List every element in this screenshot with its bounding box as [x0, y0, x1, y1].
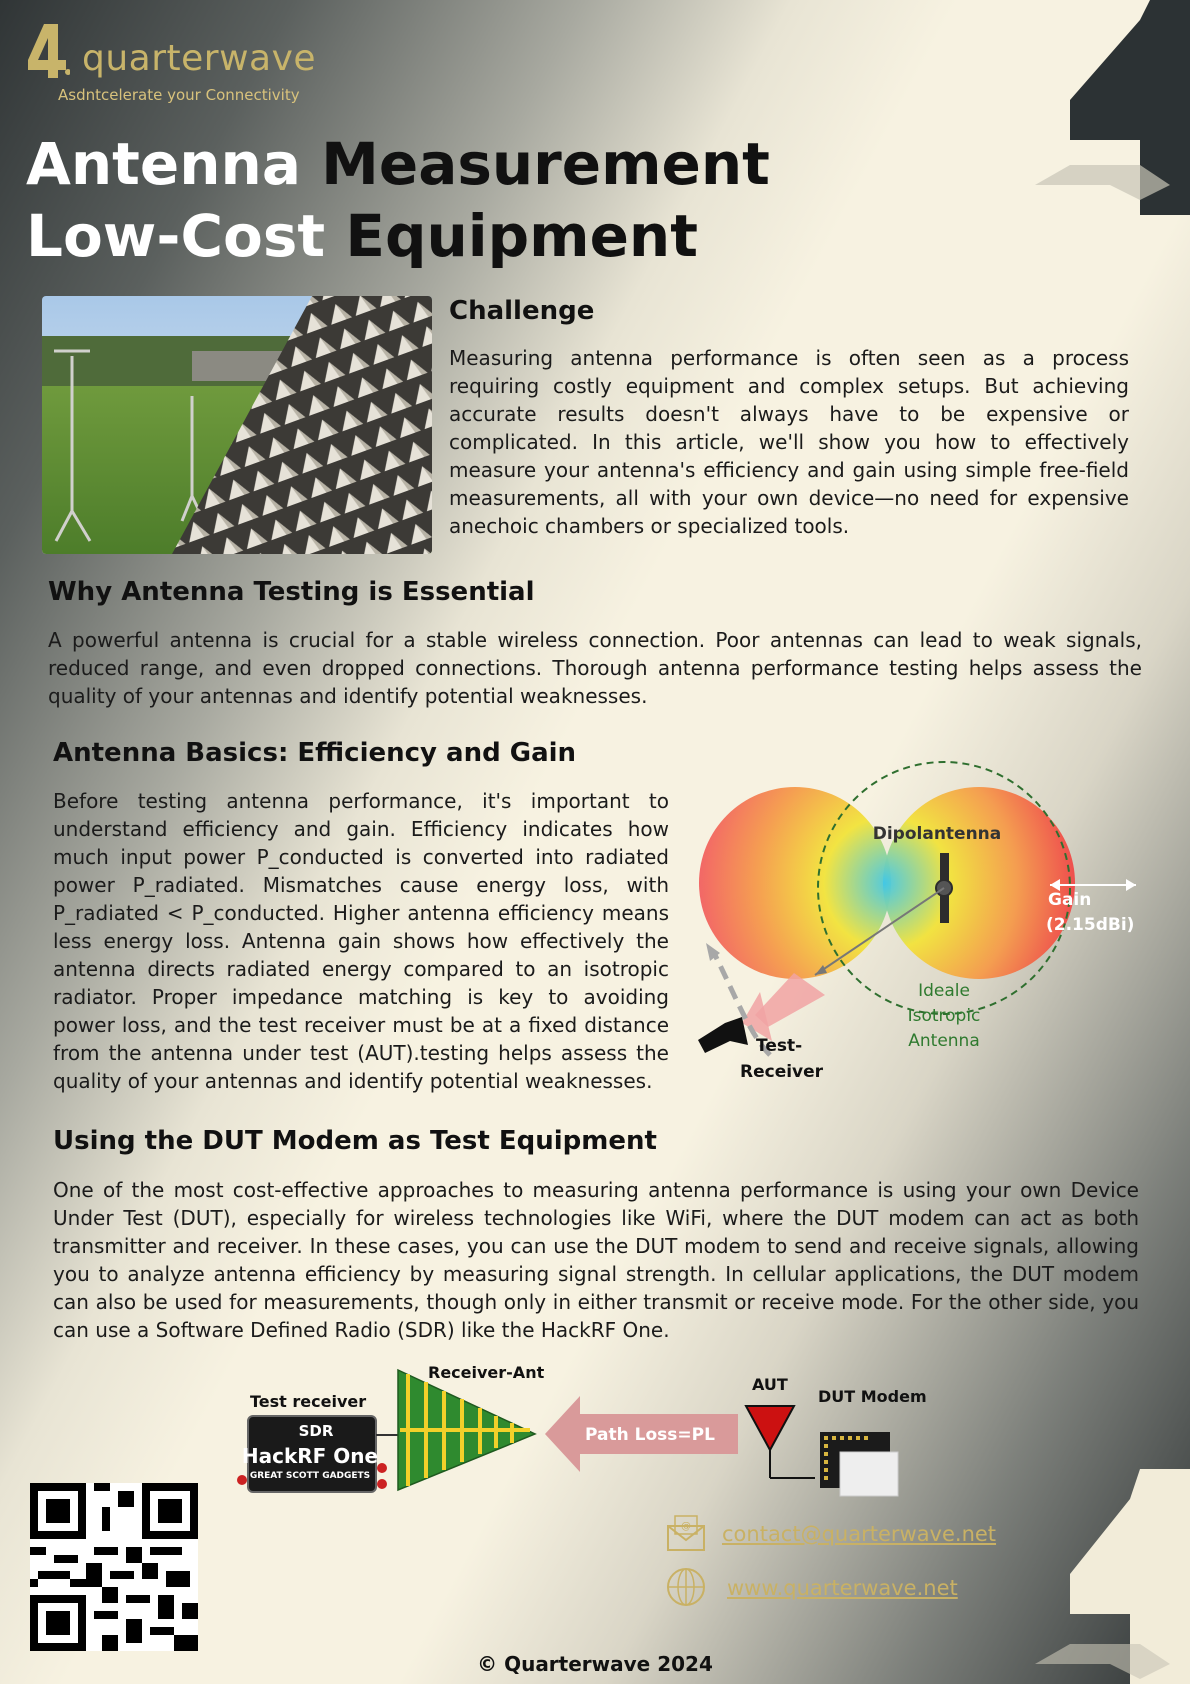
footer-copyright: © Quarterwave 2024 — [477, 1652, 713, 1676]
path-loss-label: Path Loss=PL — [585, 1425, 715, 1445]
why-text: A powerful antenna is crucial for a stable wireless connection. Poor antennas can lead to weak signals, reduced range, and even dropped connections. Thorough antenna performance testing helps assess the quality of your antennas and identify potential weaknesses. — [48, 628, 1142, 708]
test-receiver-label: Test receiver — [250, 1392, 367, 1411]
svg-text:@: @ — [681, 1521, 691, 1532]
dut-modem-label: DUT Modem — [818, 1387, 927, 1406]
basics-text: Before testing antenna performance, it's important to understand efficiency and gain. Efficiency indicates how much input power P_conducted is converted into radiated power P_radiated. Mismatches cause energy loss, with P_radiated < P_conducted. Higher antenna efficiency means less energy loss. Antenna gain shows how effectively the antenna directs radiated energy compared to an isotropic radiator. Proper impedance matching is key to avoiding power loss, and the test receiver must be at a fixed distance from the antenna under test (AUT).testing helps assess the quality of your antennas and identify potential weaknesses. — [53, 789, 669, 1093]
receiver-ant-label: Receiver-Ant — [428, 1363, 545, 1382]
isotropic-label-3: Antenna — [908, 1031, 980, 1051]
brand-logo[interactable] — [26, 22, 326, 82]
envelope-icon — [665, 1512, 707, 1554]
measurement-setup-diagram — [230, 1360, 950, 1520]
logo-wordmark: quarterwave — [82, 38, 317, 79]
why-heading: Why Antenna Testing is Essential — [48, 577, 535, 607]
receiver-label-2: Receiver — [740, 1062, 824, 1082]
dipole-radiation-diagram — [690, 755, 1150, 1085]
email-link[interactable]: contact@quarterwave.net — [722, 1522, 997, 1546]
qr-code[interactable] — [30, 1483, 198, 1651]
aut-antenna-icon — [746, 1406, 794, 1450]
page-title: Antenna Measurement Low-Cost Equipment — [26, 130, 770, 270]
antenna-measurement-photo — [42, 296, 432, 554]
hackrf-label: HackRF One — [241, 1444, 379, 1468]
gain-label: Gain — [1048, 890, 1092, 910]
challenge-heading: Challenge — [449, 296, 595, 326]
website-link[interactable]: www.quarterwave.net — [727, 1576, 958, 1600]
globe-icon — [665, 1566, 707, 1608]
dut-heading: Using the DUT Modem as Test Equipment — [53, 1126, 657, 1156]
isotropic-label-1: Ideale — [918, 981, 970, 1001]
sdr-label: SDR — [298, 1422, 334, 1440]
brand-tagline: Asdntcelerate your Connectivity — [58, 86, 300, 104]
dipole-label: Dipolantenna — [872, 824, 1002, 844]
gsg-label: GREAT SCOTT GADGETS — [249, 1471, 371, 1481]
dut-text: One of the most cost-effective approaches to measuring antenna performance is using your own Device Under Test (DUT), especially for wireless technologies like WiFi, where the DUT modem can act as both transmitter and receiver. In these cases, you can use the DUT modem to send and receive signals, allowing you to analyze antenna efficiency by measuring signal strength. In cellular applications, the DUT modem can also be used for measurements, though only in either transmit or receive mode. For the other side, you can use a Software Defined Radio (SDR) like the HackRF One. — [53, 1178, 1139, 1342]
corner-logo-top-icon — [990, 0, 1190, 215]
lobe-left — [699, 787, 891, 979]
challenge-text: Measuring antenna performance is often seen as a process requiring costly equipment and complex setups. But achieving accurate results doesn't always have to be expensive or complicated. In this article, we'll show you how to effectively measure your antenna's efficiency and gain using simple free-field measurements, all with your own device—no need for expensive anechoic chambers or specialized tools. — [449, 346, 1129, 538]
basics-heading: Antenna Basics: Efficiency and Gain — [53, 738, 577, 768]
receiver-horn-icon — [698, 1017, 748, 1053]
logo-mark-icon — [26, 22, 70, 78]
gain-value-label: (2.15dBi) — [1046, 915, 1135, 935]
receiver-label-1: Test- — [756, 1036, 803, 1056]
aut-label: AUT — [752, 1375, 788, 1394]
isotropic-label-2: Isotropic — [907, 1006, 981, 1026]
